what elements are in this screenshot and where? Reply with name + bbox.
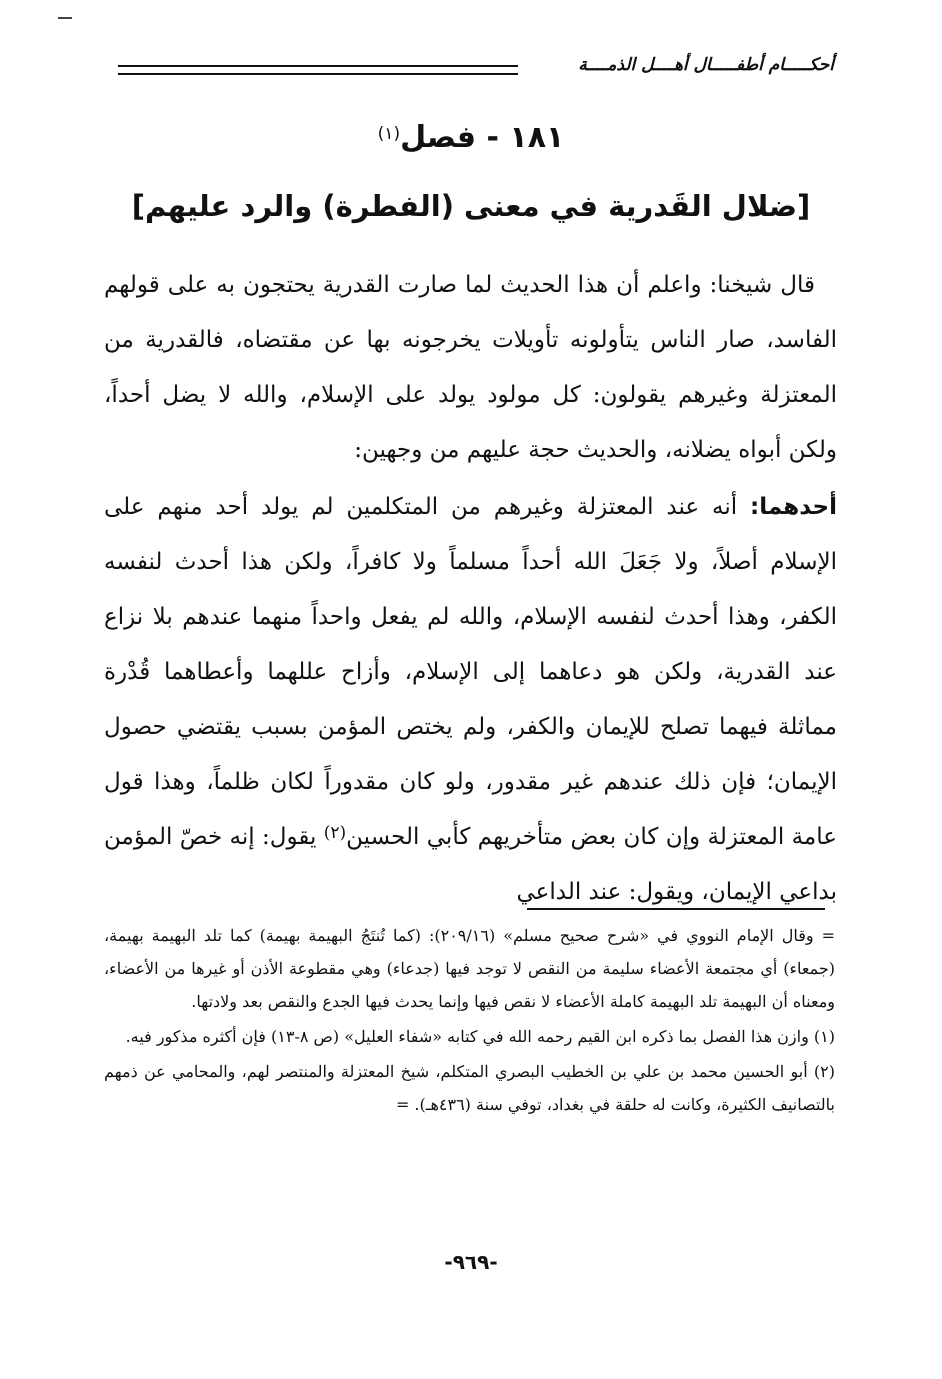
paragraph-2 <box>104 480 837 920</box>
header-double-rule <box>118 65 518 75</box>
footnotes <box>104 919 835 1123</box>
footnote-continued: = وقال الإمام النووي في «شرح صحيح مسلم» (٢٠٩/١٦): (كما تُنتَجُ البهيمة بهيمة) كما تلد البهيمة بهيمة، (جمعاء) أي مجتمعة الأعضاء سليمة من النقص لا توجد فيها (جدعاء) وهي مقطوعة الأذن أو غيرها من الأعضاء، ومعناه أن البهيمة تلد البهيمة كاملة الأعضاء لا نقص فيها وإنما يحدث فيها الجدع والنقص بعد ولادتها. <box>104 926 835 1011</box>
footnote-marker-1: (١) <box>377 124 401 144</box>
paragraph-1: قال شيخنا: واعلم أن هذا الحديث لما صارت القدرية يحتجون به على قولهم الفاسد، صار الناس يتأولونه تأويلات يخرجونه بها عن مقتضاه، فالقدرية من المعتزلة وغيرهم يقولون: كل مولود يولد على الإسلام، والله لا يضل أحداً، ولكن أبواه يضلانه، والحديث حجة عليهم من وجهين: <box>104 272 837 463</box>
chapter-subtitle: [ضلال القَدرية في معنى (الفطرة) والرد عليهم] <box>131 189 811 223</box>
footnote-2: (٢) أبو الحسين محمد بن علي بن الخطيب البصري المتكلم، شيخ المعتزلة والمنتصر لهم، والمحامي عن ذمهم بالتصانيف الكثيرة، وكانت له حلقة في بغداد، توفي سنة (٤٣٦هـ). = <box>104 1062 835 1114</box>
page-number: -٩٦٩- <box>444 1250 498 1274</box>
running-header-title: أحكـــــام أطفـــــال أهــــل الذمــــة <box>578 55 834 75</box>
chapter-heading-text: ١٨١ - فصل <box>400 120 565 155</box>
footnote-1: (١) وازن هذا الفصل بما ذكره ابن القيم رحمه الله في كتابه «شفاء العليل» (ص ٨-١٣) فإن أكثره مذكور فيه. <box>125 1027 835 1046</box>
footnote-marker-2: (٢) <box>323 823 347 843</box>
running-header <box>118 55 834 85</box>
footnote-separator <box>527 908 825 910</box>
paragraph-2-text-a: أنه عند المعتزلة وغيرهم من المتكلمين لم يولد أحد منهم على الإسلام أصلاً، ولا جَعَلَ الله أحداً مسلماً ولا كافراً، ولكن هذا أحدث لنفسه الكفر، وهذا أحدث لنفسه الإسلام، والله لم يفعل واحداً منهما عندهم بلا نزاع عند القدرية، ولكن هو دعاهما إلى الإسلام، وأزاح عللهما وأعطاهما قُدْرة مماثلة فيهما تصلح للإيمان والكفر، ولم يختص المؤمن بسبب يقتضي حصول الإيمان؛ فإن ذلك عندهم غير مقدور، ولو كان مقدوراً لكان ظلماً، وهذا قول عامة المعتزلة وإن كان بعض متأخريهم كأبي الحسين <box>104 494 837 850</box>
chapter-heading <box>0 118 942 158</box>
body-text <box>104 258 837 920</box>
paragraph-2-text-b: يقول: إنه خصّ المؤمن بداعي الإيمان، ويقول: عند الداعي <box>104 824 837 905</box>
paragraph-2-lead-word: أحدهما: <box>750 494 837 520</box>
corner-mark <box>58 17 72 19</box>
